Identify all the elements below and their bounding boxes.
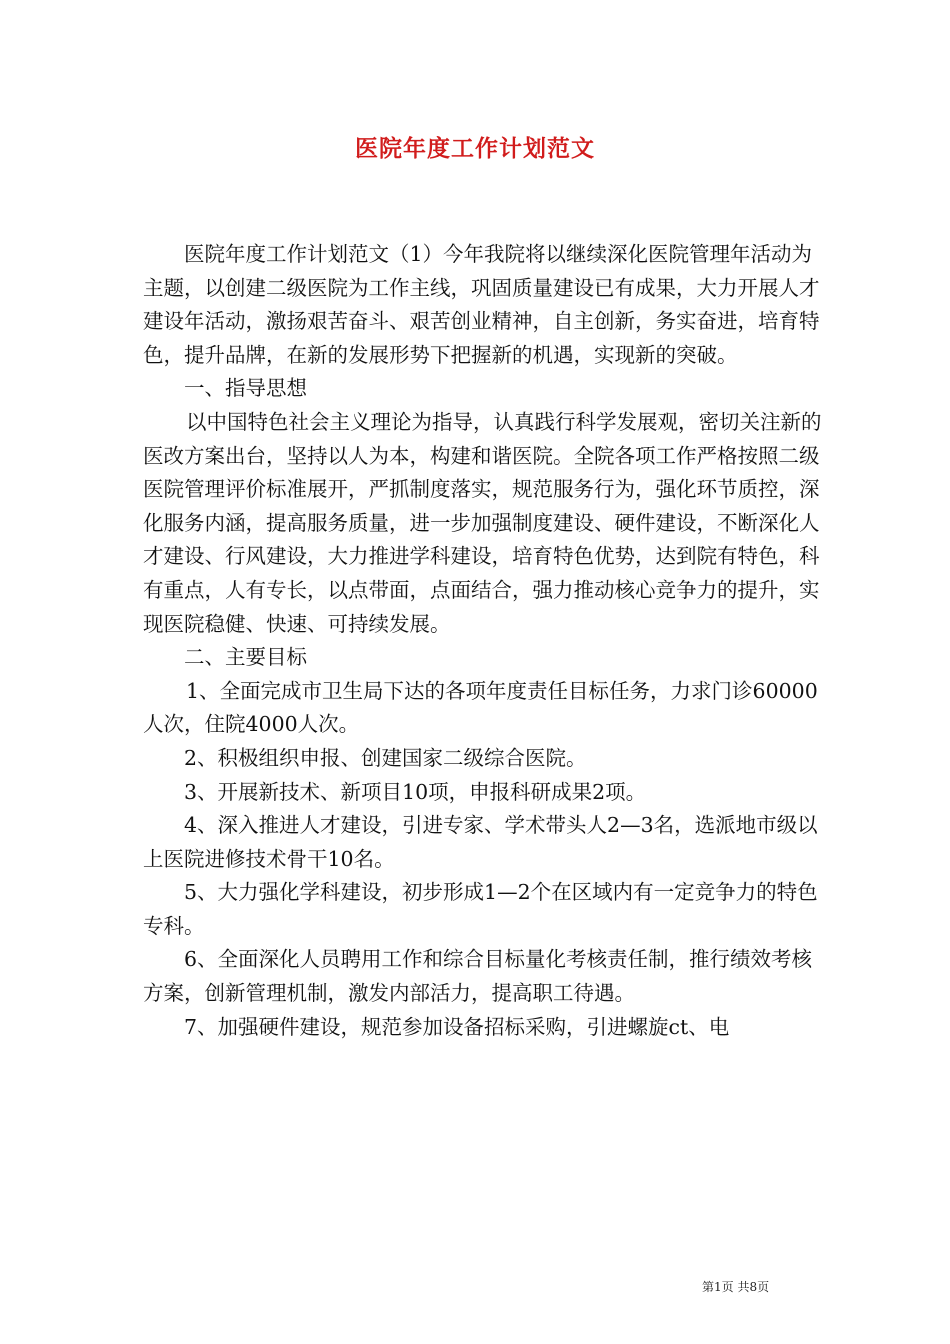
document-title: 医院年度工作计划范文 [355,135,595,162]
goal-item-1: 1、全面完成市卫生局下达的各项年度责任目标任务，力求门诊60000人次，住院4000人次。 [143,678,818,737]
goal-item-5: 5、大力强化学科建设，初步形成1—2个在区域内有一定竞争力的特色专科。 [143,880,818,938]
goal-item-7: 7、加强硬件建设，规范参加设备招标采购，引进螺旋ct、电 [184,1014,730,1039]
section-heading-main-goals: 二、主要目标 [184,645,307,670]
goal-item-4: 4、深入推进人才建设，引进专家、学术带头人2—3名，选派地市级以上医院进修技术骨干10名。 [143,813,818,871]
goal-item-3: 3、开展新技术、新项目10项，申报科研成果2项。 [184,779,647,804]
page-number-footer: 第1页 共8页 [702,1280,770,1294]
goal-item-2: 2、积极组织申报、创建国家二级综合医院。 [184,745,587,770]
intro-paragraph: 医院年度工作计划范文（1）今年我院将以继续深化医院管理年活动为主题，以创建二级医院为工作主线，巩固质量建设已有成果，大力开展人才建设年活动，激扬艰苦奋斗、艰苦创业精神，自主创新，务实奋进，培育特色，提升品牌，在新的发展形势下把握新的机遇，实现新的突破。 [143,242,820,367]
section-heading-guiding-ideology: 一、指导思想 [184,376,307,401]
guiding-ideology-paragraph: 以中国特色社会主义理论为指导，认真践行科学发展观，密切关注新的医改方案出台，坚持以人为本，构建和谐医院。全院各项工作严格按照二级医院管理评价标准展开，严抓制度落实，规范服务行为，强化环节质控，深化服务内涵，提高服务质量，进一步加强制度建设、硬件建设，不断深化人才建设、行风建设，大力推进学科建设，培育特色优势，达到院有特色，科有重点，人有专长，以点带面，点面结合，强力推动核心竞争力的提升，实现医院稳健、快速、可持续发展。 [143,409,822,636]
goal-item-6: 6、全面深化人员聘用工作和综合目标量化考核责任制，推行绩效考核方案，创新管理机制，激发内部活力，提高职工待遇。 [143,947,813,1006]
document-body [143,238,823,1044]
